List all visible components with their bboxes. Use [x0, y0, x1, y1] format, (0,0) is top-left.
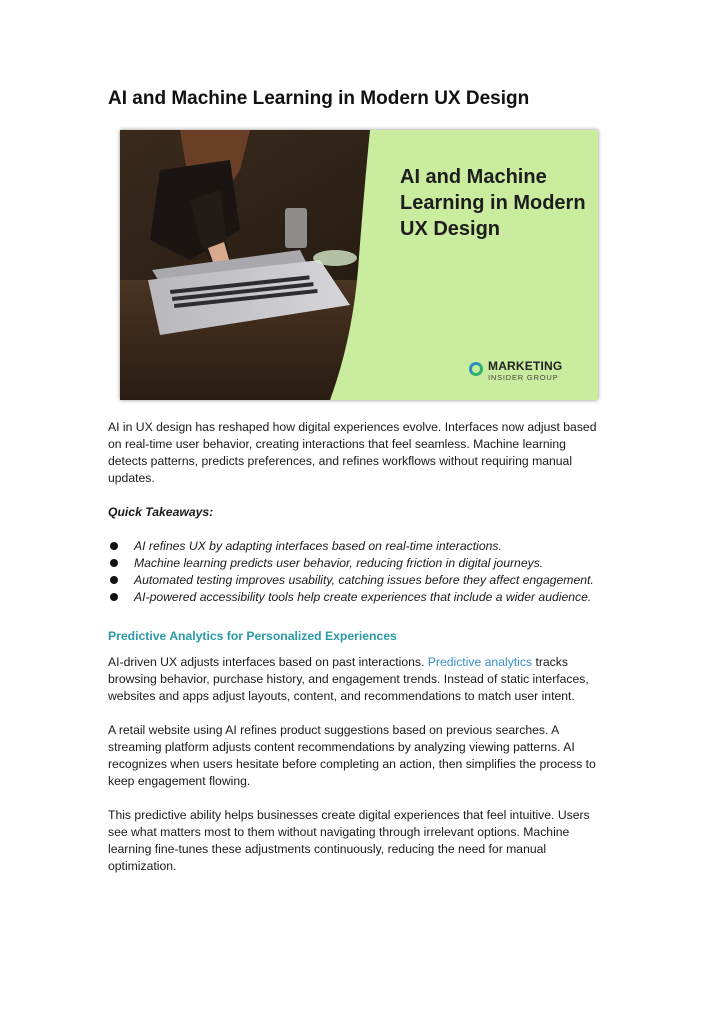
section-paragraph-1 [108, 654, 608, 705]
list-item [108, 555, 608, 572]
brand-subtitle: INSIDER GROUP [488, 373, 559, 382]
hero-heading: AI and Machine Learning in Modern UX Design [400, 166, 586, 240]
predictive-analytics-link[interactable]: Predictive analytics [427, 655, 533, 669]
section-paragraph-2: A retail website using AI refines product suggestions based on previous searches. A streaming platform adjusts content recommendations by analyzing viewing patterns. AI recognizes when users hesitate before completing an action, then simplifies the process to keep engagement flowing. [108, 723, 596, 788]
section-paragraph-3: This predictive ability helps businesses create digital experiences that feel intuitive. Users see what matters most to them without navigating through irrelevant options. Machine learning fine-tunes these adjustments continuously, reducing the need for manual optimization. [108, 808, 590, 873]
paragraph-text: AI-driven UX adjusts interfaces based on past interactions. [108, 655, 428, 669]
paragraph-text: tracks browsing behavior, purchase history, and engagement trends. Instead of static interfaces, websites and apps adjust layouts, content, and recommendations to match user intent. [108, 655, 589, 703]
list-item-text: Machine learning predicts user behavior, reducing friction in digital journeys. [134, 556, 544, 570]
section-heading: Predictive Analytics for Personalized Experiences [108, 629, 397, 643]
takeaways-heading: Quick Takeaways: [108, 505, 214, 519]
list-item [108, 572, 608, 589]
list-item [108, 589, 608, 606]
bullet-icon [110, 559, 118, 567]
list-item-text: AI refines UX by adapting interfaces based on real-time interactions. [134, 539, 502, 553]
page-title: AI and Machine Learning in Modern UX Design [108, 88, 530, 109]
bullet-icon [110, 542, 118, 550]
brand-name: MARKETING [488, 359, 563, 373]
list-item [108, 538, 608, 555]
list-item-text: Automated testing improves usability, catching issues before they affect engagement. [134, 573, 594, 587]
logo-ring-icon [469, 362, 483, 376]
takeaways-list [108, 538, 608, 606]
bullet-icon [110, 576, 118, 584]
intro-paragraph: AI in UX design has reshaped how digital experiences evolve. Interfaces now adjust based on real-time user behavior, creating interactions that feel seamless. Machine learning detects patterns, predicts preferences, and refines workflows without requiring manual updates. [108, 420, 597, 485]
hero-image [120, 130, 598, 400]
list-item-text: AI-powered accessibility tools help create experiences that include a wider audience. [134, 590, 592, 604]
article-body [108, 419, 608, 875]
bullet-icon [110, 593, 118, 601]
